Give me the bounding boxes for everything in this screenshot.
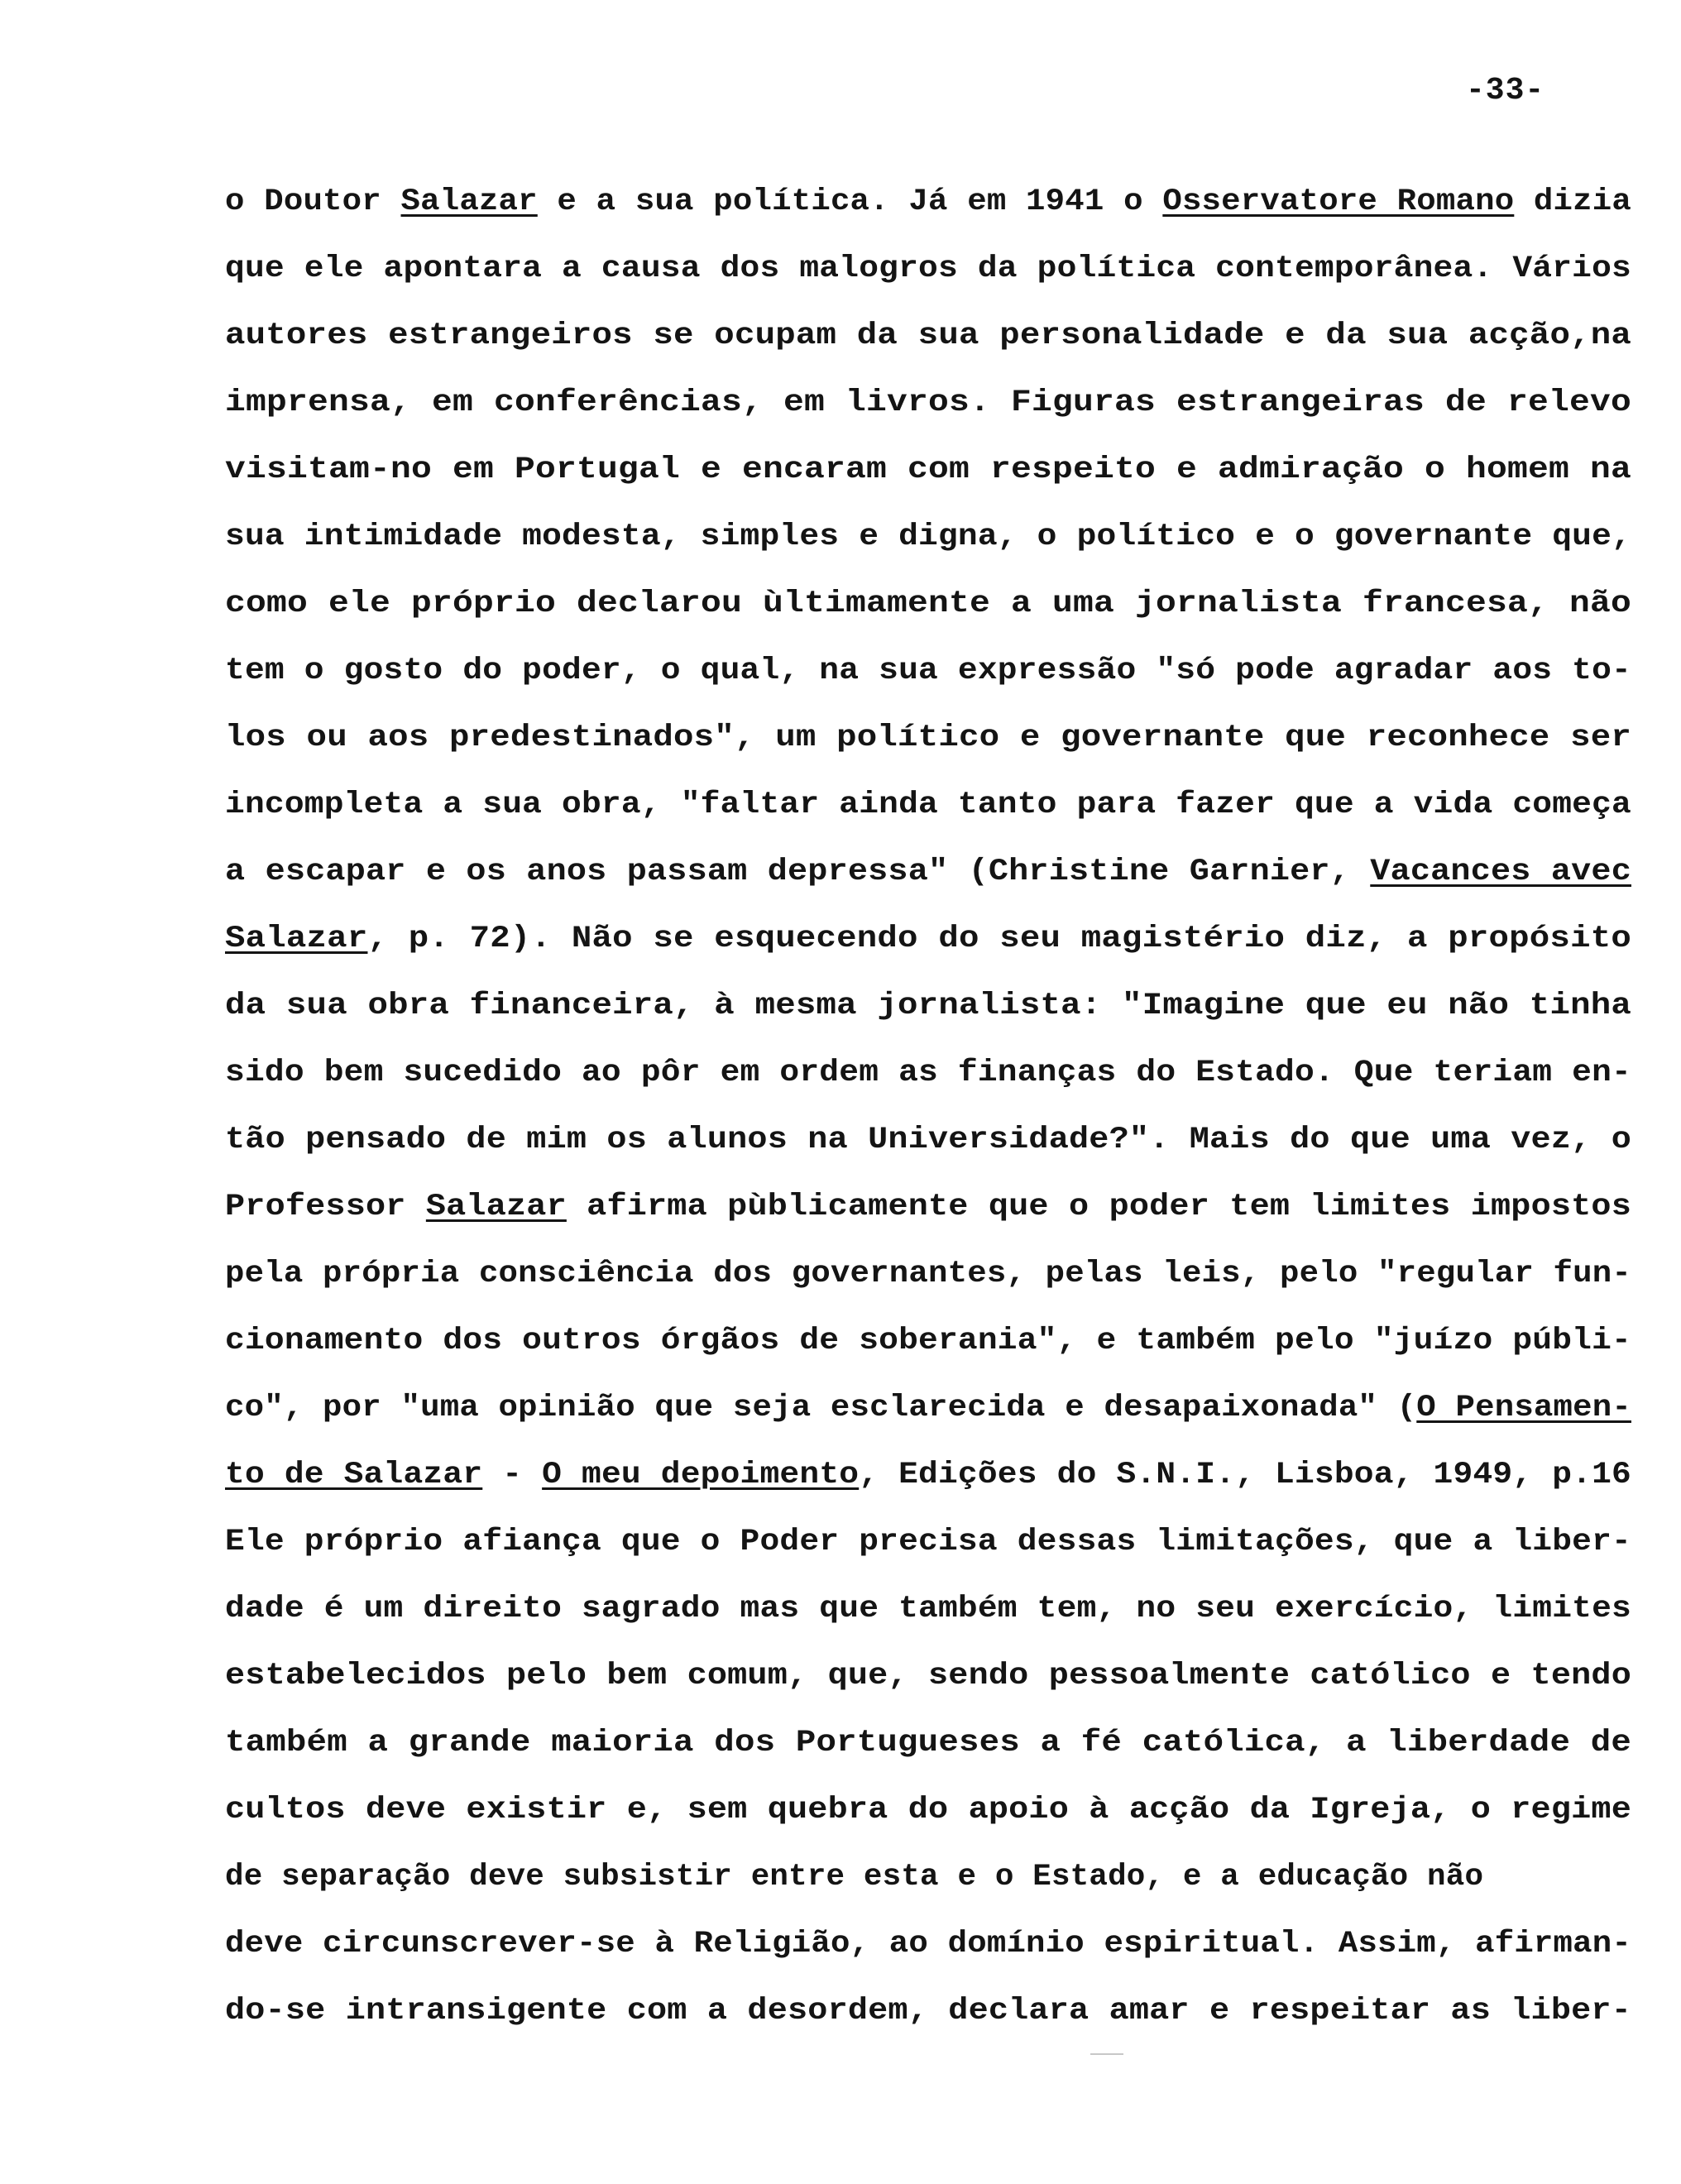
document-body [225, 169, 1631, 2045]
text-line-content: do-se intransigente com a desordem, declara amar e respeitar as liber- [225, 1994, 1631, 2028]
underlined-title: Osservatore Romano [1162, 184, 1515, 219]
text-line [225, 1643, 1631, 1710]
underlined-title: O meu depoimento [542, 1458, 860, 1492]
text-line-content: autores estrangeiros se ocupam da sua personalidade e da sua acção,na [225, 318, 1631, 353]
text-line-content: dade é um direito sagrado mas que também tem, no seu exercício, limites [225, 1592, 1631, 1626]
text-line [225, 1375, 1631, 1442]
text-line-content: a escapar e os anos passam depressa" (Christine Garnier, Vacances avec [225, 855, 1631, 889]
text-line [225, 303, 1631, 370]
text-line-content: sua intimidade modesta, simples e digna, o político e o governante que, [225, 520, 1631, 554]
underlined-title: Salazar [400, 184, 538, 219]
text-line-content: tem o gosto do poder, o qual, na sua expressão "só pode agradar aos to- [225, 654, 1631, 688]
text-line-content: to de Salazar - O meu depoimento, Edições do S.N.I., Lisboa, 1949, p.16 [225, 1458, 1631, 1492]
text-line [225, 370, 1631, 437]
text-line [225, 906, 1631, 973]
text-line [225, 1174, 1631, 1241]
text-line [225, 772, 1631, 839]
underlined-title: to de Salazar [225, 1458, 483, 1492]
page-number: -33- [1466, 73, 1545, 108]
text-line-content: deve circunscrever-se à Religião, ao domínio espiritual. Assim, afirman- [225, 1927, 1631, 1961]
text-line [225, 236, 1631, 303]
text-line [225, 1978, 1631, 2045]
text-line [225, 705, 1631, 772]
text-line-content: los ou aos predestinados", um político e governante que reconhece ser [225, 721, 1631, 755]
underlined-title: Salazar [225, 922, 368, 956]
text-line-content: também a grande maioria dos Portugueses a fé católica, a liberdade de [225, 1726, 1631, 1760]
text-line [225, 1040, 1631, 1107]
text-line [225, 973, 1631, 1040]
text-line [225, 1442, 1631, 1509]
text-line-content: da sua obra financeira, à mesma jornalista: "Imagine que eu não tinha [225, 989, 1631, 1023]
text-line [225, 1777, 1631, 1844]
text-line-content: pela própria consciência dos governantes, pelas leis, pelo "regular fun- [225, 1257, 1631, 1291]
text-line-content: cionamento dos outros órgãos de soberania", e também pelo "juízo públi- [225, 1324, 1631, 1358]
text-line [225, 638, 1631, 705]
text-line-content: estabelecidos pelo bem comum, que, sendo pessoalmente católico e tendo [225, 1659, 1631, 1693]
text-line-content: Professor Salazar afirma pùblicamente que o poder tem limites impostos [225, 1190, 1632, 1224]
text-line-content: tão pensado de mim os alunos na Universidade?". Mais do que uma vez, o [225, 1123, 1631, 1157]
text-line-content: co", por "uma opinião que seja esclarecida e desapaixonada" (O Pensamen- [225, 1391, 1631, 1425]
text-line [225, 437, 1631, 504]
text-line [225, 504, 1631, 571]
text-line [225, 1576, 1631, 1643]
underlined-title: Salazar [425, 1190, 567, 1224]
text-line [225, 1241, 1631, 1308]
text-line-content: incompleta a sua obra, "faltar ainda tanto para fazer que a vida começa [225, 788, 1631, 822]
text-line-content: Ele próprio afiança que o Poder precisa dessas limitações, que a liber- [225, 1525, 1631, 1559]
text-line [225, 1911, 1631, 1978]
text-line [225, 1308, 1631, 1375]
text-line-content: cultos deve existir e, sem quebra do apoio à acção da Igreja, o regime [225, 1793, 1631, 1827]
text-line [225, 1844, 1631, 1911]
text-line-content: como ele próprio declarou ùltimamente a uma jornalista francesa, não [225, 587, 1631, 621]
text-line [225, 571, 1631, 638]
text-line-content: de separação deve subsistir entre esta e o Estado, e a educação não [225, 1860, 1484, 1894]
text-line-content: visitam-no em Portugal e encaram com respeito e admiração o homem na [225, 453, 1631, 487]
scan-mark [1090, 2053, 1123, 2055]
text-line-content: sido bem sucedido ao pôr em ordem as finanças do Estado. Que teriam en- [225, 1056, 1631, 1090]
text-line [225, 1107, 1631, 1174]
underlined-title: Vacances avec [1370, 855, 1631, 889]
underlined-title: O Pensamen- [1416, 1391, 1631, 1425]
text-line [225, 169, 1631, 236]
text-line-content: que ele apontara a causa dos malogros da política contemporânea. Vários [225, 251, 1631, 286]
text-line [225, 1509, 1631, 1576]
text-line-content: o Doutor Salazar e a sua política. Já em 1941 o Osservatore Romano dizia [225, 184, 1632, 219]
text-line [225, 839, 1631, 906]
text-line-content: Salazar, p. 72). Não se esquecendo do seu magistério diz, a propósito [225, 922, 1632, 956]
text-line-content: imprensa, em conferências, em livros. Figuras estrangeiras de relevo [225, 386, 1631, 420]
text-line [225, 1710, 1631, 1777]
